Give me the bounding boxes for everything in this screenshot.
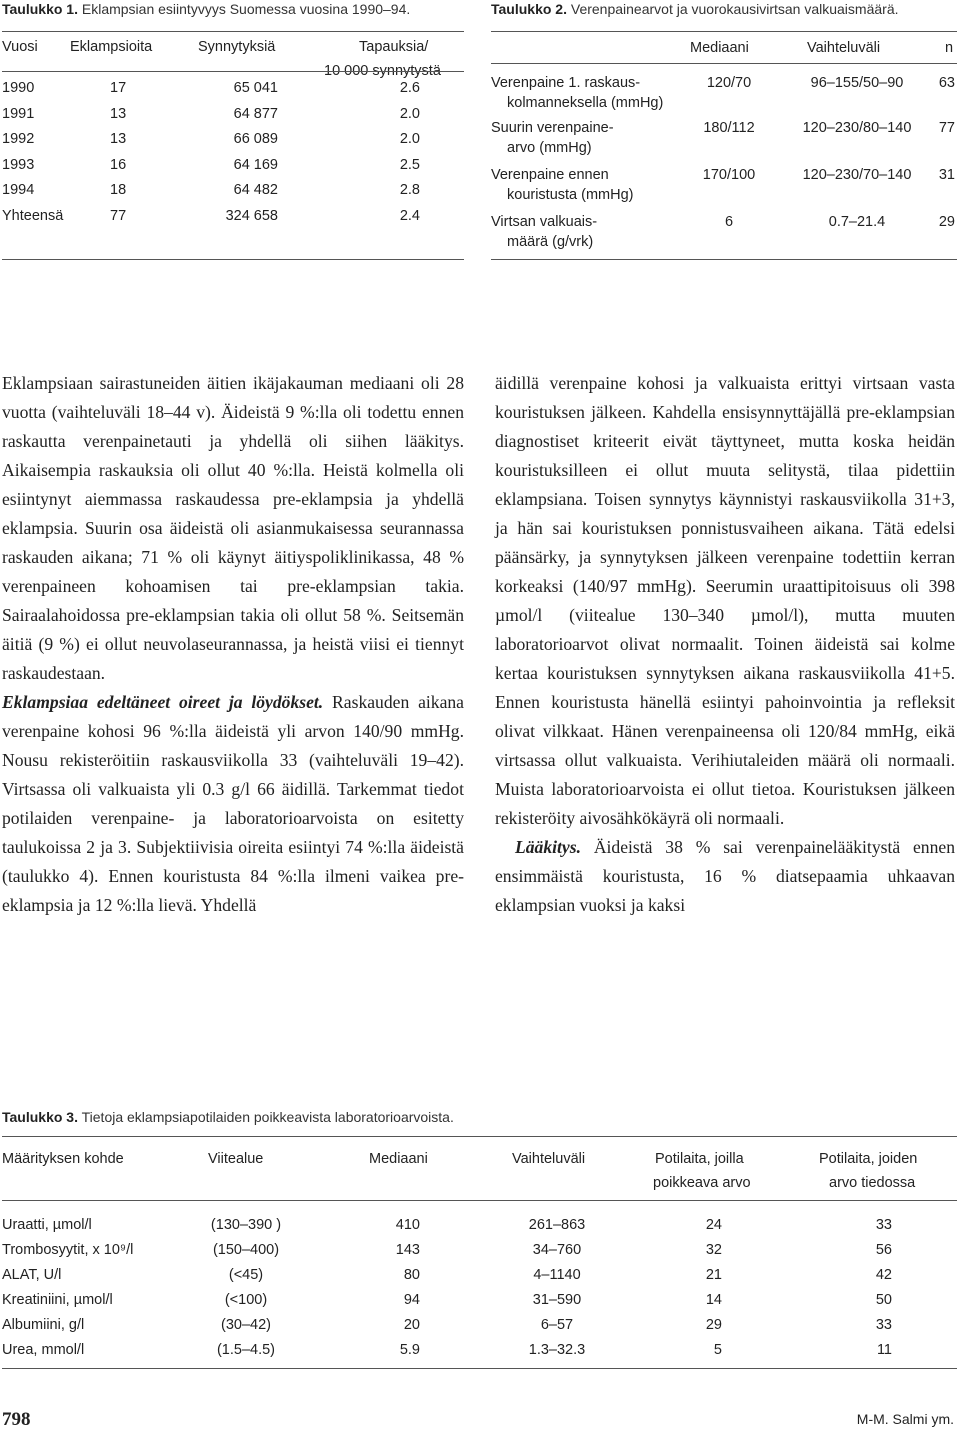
cell-label-cont: kouristusta (mmHg) <box>507 187 634 203</box>
col-header-synnytyksia: Synnytyksiä <box>198 39 276 55</box>
col-header-eklampsioita: Eklampsioita <box>70 39 153 55</box>
cell-poikkeava: 32 <box>705 1242 722 1258</box>
section-heading-symptoms: Eklampsiaa edeltäneet oireet ja löydökset. <box>2 692 324 712</box>
cell-poikkeava: 5 <box>713 1342 722 1358</box>
col-header-vaihteluvali: Vaihteluväli <box>807 40 881 56</box>
table-2-bottom-rule <box>491 259 957 260</box>
paragraph-medication <box>495 833 955 920</box>
cell-tiedossa: 11 <box>876 1342 892 1358</box>
cell-mediaani: 80 <box>403 1267 420 1283</box>
col-header-tiedossa: Potilaita, joiden <box>819 1151 918 1167</box>
col-header-vaihteluvali: Vaihteluväli <box>512 1151 586 1167</box>
cell-mediaani: 143 <box>395 1242 420 1258</box>
col-header-tapauksia-unit: 10 000 synnytystä <box>324 63 441 79</box>
cell-poikkeava: 29 <box>705 1317 722 1333</box>
cell-kohde: Trombosyytit, x 10⁹/l <box>2 1242 134 1258</box>
table-1-caption-label: Taulukko 1. <box>2 1 78 17</box>
page-number: 798 <box>2 1409 31 1430</box>
col-header-vuosi: Vuosi <box>2 39 38 55</box>
cell-synnytyksia: 64 482 <box>233 182 278 198</box>
table-1-caption <box>2 0 410 18</box>
col-header-viitealue: Viitealue <box>208 1151 264 1167</box>
table-2-caption-label: Taulukko 2. <box>491 1 567 17</box>
table-row <box>2 131 464 151</box>
table-3-caption-label: Taulukko 3. <box>2 1109 78 1125</box>
cell-vaihteluvali: 34–760 <box>532 1242 582 1258</box>
running-author: M-M. Salmi ym. <box>856 1411 954 1427</box>
cell-mediaani: 410 <box>395 1217 420 1233</box>
paragraph-symptoms <box>2 688 464 920</box>
cell-viitealue: (150–400) <box>212 1242 280 1258</box>
cell-vaihteluvali: 31–590 <box>532 1292 582 1308</box>
cell-mediaani: 120/70 <box>706 75 752 91</box>
cell-label: Verenpaine ennen <box>491 167 609 183</box>
cell-viitealue: (<45) <box>228 1267 264 1283</box>
cell-synnytyksia: 64 877 <box>233 105 278 122</box>
table-row <box>2 106 464 126</box>
cell-n: 31 <box>938 167 955 183</box>
cell-tiedossa: 33 <box>875 1317 892 1333</box>
col-header-tiedossa-cont: arvo tiedossa <box>829 1175 916 1191</box>
col-header-mediaani: Mediaani <box>690 40 749 56</box>
table-row <box>2 80 464 100</box>
table-1-header-rule <box>2 71 464 72</box>
table-2-caption-text: Verenpainearvot ja vuorokausivirtsan valkuaismäärä. <box>570 1 899 17</box>
table-3-header-rule <box>2 1200 957 1201</box>
cell-kohde: Uraatti, µmol/l <box>2 1217 92 1233</box>
cell-vaihteluvali: 0.7–21.4 <box>828 214 886 230</box>
cell-kohde: Urea, mmol/l <box>2 1342 85 1358</box>
cell-poikkeava: 21 <box>705 1267 722 1283</box>
cell-mediaani: 180/112 <box>703 120 755 136</box>
col-header-n: n <box>945 40 954 56</box>
cell-kohde: Kreatiniini, µmol/l <box>2 1292 113 1308</box>
cell-tapauksia: 2.8 <box>399 182 420 198</box>
cell-tapauksia: 2.6 <box>399 80 420 96</box>
table-row <box>2 157 464 177</box>
cell-n: 63 <box>938 75 955 91</box>
table-3-caption <box>2 1108 454 1126</box>
cell-synnytyksia: 324 658 <box>225 207 278 224</box>
cell-eklampsioita: 13 <box>110 131 127 147</box>
cell-poikkeava: 24 <box>705 1217 722 1233</box>
cell-vaihteluvali: 6–57 <box>540 1317 574 1333</box>
cell-synnytyksia: 64 169 <box>233 156 278 173</box>
cell-kohde: ALAT, U/l <box>2 1267 62 1283</box>
cell-vuosi: Yhteensä <box>2 207 64 224</box>
cell-synnytyksia: 66 089 <box>233 131 278 147</box>
table-row <box>2 182 464 202</box>
cell-vaihteluvali: 1.3–32.3 <box>528 1342 586 1358</box>
table-2-header-rule <box>491 63 957 64</box>
cell-tapauksia: 2.0 <box>399 131 420 147</box>
cell-label-cont: kolmanneksella (mmHg) <box>507 95 664 111</box>
cell-eklampsioita: 17 <box>110 80 127 96</box>
cell-eklampsioita: 13 <box>110 105 127 122</box>
col-header-poikkeava: Potilaita, joilla <box>655 1151 744 1167</box>
paragraph-case-details: äidillä verenpaine kohosi ja valkuaista erittyi virtsaan vasta kouristuksen jälkeen. Kahdella ensisynnyttäjällä pre-eklampsian diagnostiset kriteerit eivät täyttyneet, mutta koska heidän kouristuksilleen ei ollut muuta selitystä, tilaa pidettiin eklampsiana. Toisen synnytys käynnistyi raskausviikolla 31+3, ja hän sai kouristuksen ponnistusvaiheen aikana. Tätä edelsi päänsärky, ja synnytyksen jälkeen verenpaine todettiin kerran korkeaksi (140/97 mmHg). Seerumin uraattipitoisuus oli 398 µmol/l (viitealue 130–340 µmol/l), mutta muuten laboratorioarvot olivat normaalit. Toinen äideistä sai kolme kertaa kouristuksen synnytyksen aikana raskausviikolla 41+5. Ennen kouristusta hänellä esiintyi pahoinvointia ja refleksit olivat vilkkaat. Hänen verenpaineensa oli 120/84 mmHg, eikä virtsassa ollut valkuaista. Verihiutaleiden määrä oli normaali. Muista laboratorioarvoista ei ollut tietoa. Kouristuksen jälkeen rekisteröity aivosähkökäyrä oli normaali. <box>495 373 955 828</box>
cell-vaihteluvali: 120–230/80–140 <box>802 120 912 136</box>
cell-eklampsioita: 18 <box>110 182 127 198</box>
cell-vuosi: 1993 <box>2 156 35 173</box>
cell-vaihteluvali: 4–1140 <box>533 1267 581 1283</box>
cell-tiedossa: 56 <box>875 1242 892 1258</box>
table-2-top-rule <box>491 31 957 32</box>
cell-vuosi: 1992 <box>2 131 35 147</box>
cell-n: 77 <box>938 120 955 136</box>
cell-viitealue: (<100) <box>224 1292 268 1308</box>
cell-tiedossa: 50 <box>875 1292 892 1308</box>
table-row <box>2 208 464 228</box>
cell-viitealue: (1.5–4.5) <box>216 1342 276 1358</box>
table-3-bottom-rule <box>2 1368 957 1369</box>
cell-viitealue: (130–390 ) <box>210 1217 282 1233</box>
table-1-top-rule <box>2 31 464 32</box>
cell-tiedossa: 33 <box>875 1217 892 1233</box>
cell-tapauksia: 2.5 <box>399 156 420 173</box>
cell-vaihteluvali: 261–863 <box>528 1217 586 1233</box>
cell-tapauksia: 2.0 <box>399 105 420 122</box>
paragraph-symptoms-text: Raskauden aikana verenpaine kohosi 96 %:lla äideistä yli arvon 140/90 mmHg. Nousu rekisteröitiin raskausviikolla 33 (vaihteluväli 19–42). Virtsassa oli valkuaista yli 0.3 g/l 66 äidillä. Tarkemmat tiedot potilaiden verenpaine- ja laboratorioarvoista on esitetty taulukoissa 2 ja 3. Subjektiivisia oireita esiintyi 74 %:lla äideistä (taulukko 4). Ennen kouristusta 84 %:lla ilmeni vaikea pre-eklampsia ja 12 %:lla lievä. Yhdellä <box>2 692 464 915</box>
cell-mediaani: 20 <box>403 1317 420 1333</box>
cell-vuosi: 1990 <box>2 80 35 96</box>
paragraph-maternal-age: Eklampsiaan sairastuneiden äitien ikäjakauman mediaani oli 28 vuotta (vaihteluväli 18–44 v). Äideistä 9 %:lla oli todettu ennen raskautta verenpainetauti ja yhdellä oli siihen lääkitys. Aikaisempia raskauksia oli ollut 40 %:lla. Heistä kolmella oli esiintynyt aiemmassa raskaudessa pre-eklampsia ja yhdellä eklampsia. Suurin osa äideistä oli asianmukaisessa seurannassa raskauden aikana; 71 % oli käynyt äitiyspoliklinikassa, 48 % verenpaineen kohoamisen tai pre-eklampsian takia. Sairaalahoidossa pre-eklampsian takia oli ollut 58 %. Seitsemän äitiä (9 %) ei ollut neuvolaseurannassa, ja heistä viisi ei tiennyt raskaudestaan. <box>2 373 464 683</box>
cell-tapauksia: 2.4 <box>399 207 420 224</box>
cell-eklampsioita: 16 <box>110 156 127 173</box>
cell-vuosi: 1994 <box>2 182 35 198</box>
col-header-tapauksia: Tapauksia/ <box>359 39 429 55</box>
cell-label: Verenpaine 1. raskaus- <box>491 75 641 91</box>
cell-tiedossa: 42 <box>875 1267 892 1283</box>
cell-poikkeava: 14 <box>705 1292 722 1308</box>
cell-synnytyksia: 65 041 <box>233 80 278 96</box>
cell-eklampsioita: 77 <box>110 207 127 224</box>
cell-viitealue: (30–42) <box>221 1317 271 1333</box>
section-heading-medication: Lääkitys. <box>515 837 581 857</box>
table-3-caption-text: Tietoja eklampsiapotilaiden poikkeavista laboratorioarvoista. <box>81 1109 454 1125</box>
cell-kohde: Albumiini, g/l <box>2 1317 85 1333</box>
cell-mediaani: 5.9 <box>399 1342 420 1358</box>
paragraph-medication-text: Äideistä 38 % sai verenpainelääkitystä ennen ensimmäistä kouristusta, 16 % diatsepaamia uhkaavan eklampsian vuoksi ja kaksi <box>495 837 956 915</box>
col-header-poikkeava-cont: poikkeava arvo <box>653 1175 751 1191</box>
text-column-left <box>2 369 464 920</box>
cell-vaihteluvali: 120–230/70–140 <box>802 167 912 183</box>
cell-mediaani: 6 <box>724 214 734 230</box>
cell-label-cont: määrä (g/vrk) <box>507 234 594 250</box>
cell-label-cont: arvo (mmHg) <box>507 140 592 156</box>
table-1-bottom-rule <box>2 259 464 260</box>
col-header-mediaani: Mediaani <box>369 1151 428 1167</box>
cell-vaihteluvali: 96–155/50–90 <box>810 75 904 91</box>
cell-label: Suurin verenpaine- <box>491 120 614 136</box>
text-column-right <box>495 369 955 920</box>
cell-mediaani: 170/100 <box>702 167 756 183</box>
table-2-caption <box>491 0 899 18</box>
table-3-top-rule <box>2 1136 957 1137</box>
table-1-caption-text: Eklampsian esiintyvyys Suomessa vuosina 1990–94. <box>81 1 411 17</box>
cell-n: 29 <box>938 214 955 230</box>
cell-vuosi: 1991 <box>2 105 35 122</box>
cell-label: Virtsan valkuais- <box>491 214 598 230</box>
col-header-kohde: Määrityksen kohde <box>2 1151 124 1167</box>
cell-mediaani: 94 <box>403 1292 420 1308</box>
